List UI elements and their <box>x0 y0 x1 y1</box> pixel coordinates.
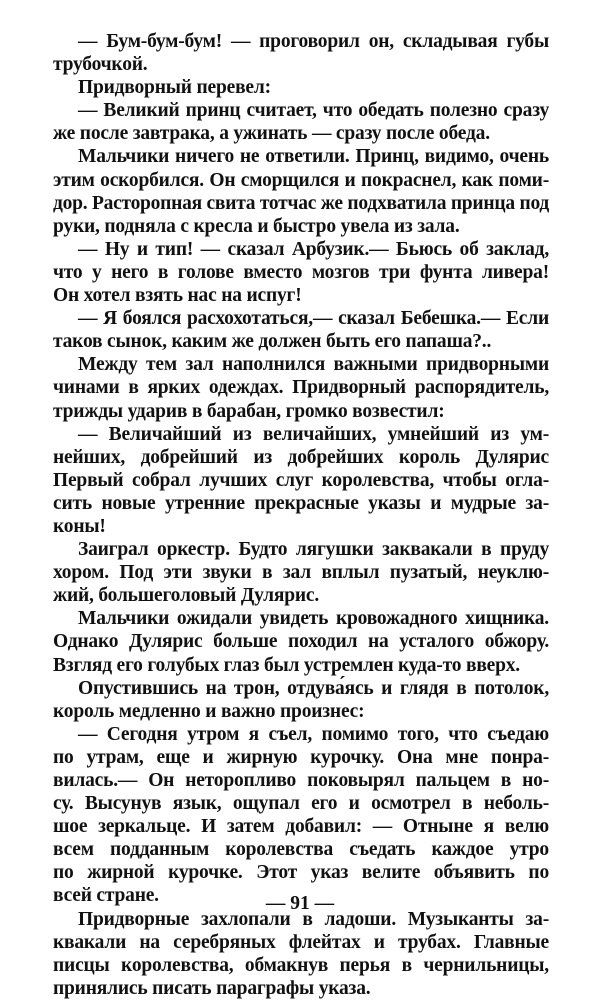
text-line: принялись писать параграфы указа. <box>53 977 371 999</box>
text-line: руки, подняла с кресла и быстро увела из зала. <box>53 215 460 237</box>
text-line: чинами в ярких одеждах. Придворный распорядитель, <box>53 377 549 399</box>
text-line: же после завтрака, а ужинать — сразу после обеда. <box>53 123 490 145</box>
text-line: — Сегодня утром я съел, помимо того, что съедаю <box>78 723 549 745</box>
text-line: су. Высунув язык, ощупал его и осмотрел в неболь- <box>53 793 549 815</box>
text-line: этим оскорбился. Он сморщился и покраснел, как поми- <box>53 169 549 191</box>
text-line: нейших, добрейший из добрейших король Дулярис <box>53 446 549 468</box>
text-line: — Бум-бум-бум! — проговорил он, складывая губы <box>78 31 549 52</box>
text-line: сить новые утренние прекрасные указы и мудрые за- <box>53 492 549 514</box>
text-line: Между тем зал наполнился важными придворными <box>78 354 549 376</box>
text-line: шое зеркальце. И затем добавил: — Отныне я велю <box>53 816 549 838</box>
text-line: трубочкой. <box>53 54 148 76</box>
page-number: — 91 — <box>265 893 335 914</box>
text-line: что у него в голове вместо мозгов три фунта ливера! <box>53 261 549 283</box>
text-line: Придворный перевел: <box>78 77 271 99</box>
text-line: всем подданным королевства съедать каждое утро <box>53 839 549 861</box>
text-line: Мальчики ожидали увидеть кровожадного хищника. <box>78 608 549 630</box>
text-line: Мальчики ничего не ответили. Принц, видимо, очень <box>78 146 549 168</box>
text-line: коны! <box>53 515 106 537</box>
text-line: король медленно и важно произнес: <box>53 700 365 722</box>
book-page-text <box>53 30 549 1000</box>
text-line: Опустившись на трон, отдува́ясь и глядя в потолок, <box>78 677 549 699</box>
text-line: Первый собрал лучших слуг королевства, чтобы огла- <box>53 469 549 491</box>
text-line: хором. Под эти звуки в зал вплыл пузатый, неуклю- <box>53 562 549 584</box>
text-line: дор. Расторопная свита тотчас же подхватила принца под <box>53 192 549 214</box>
text-line: — Великий принц считает, что обедать полезно сразу <box>78 100 549 122</box>
text-line: писцы королевства, обмакнув перья в чернильницы, <box>53 954 549 976</box>
text-line: квакали на серебряных флейтах и трубах. Главные <box>53 931 549 953</box>
text-line: Однако Дулярис больше походил на усталого обжору. <box>53 631 549 653</box>
text-line: — Я боялся расхохотаться,— сказал Бебешка.— Если <box>78 308 549 330</box>
text-line: по жирной курочке. Этот указ велите объявить по <box>53 862 549 884</box>
text-line: Он хотел взять нас на испуг! <box>53 285 302 307</box>
text-line: жий, большеголовый Дулярис. <box>53 585 320 607</box>
text-line: — Ну и тип! — сказал Арбузик.— Бьюсь об заклад, <box>78 238 549 260</box>
text-line: Заиграл оркестр. Будто лягушки заквакали в пруду <box>78 539 549 561</box>
text-line: Придворные захлопали в ладоши. Музыканты за- <box>78 908 549 930</box>
text-line: — Величайший из величайших, умнейший из ум- <box>78 423 549 445</box>
text-line: всей стране. <box>53 885 159 907</box>
text-line: таков сынок, каким же должен быть его папаша?.. <box>53 331 492 353</box>
text-line: Взгляд его голубых глаз был устремлен куда-то вверх. <box>53 654 520 676</box>
text-line: по утрам, еще и жирную курочку. Она мне понра- <box>53 746 549 768</box>
text-line: вилась.— Он неторопливо поковырял пальцем в но- <box>53 770 549 791</box>
text-line: трижды ударив в барабан, громко возвестил: <box>53 400 445 422</box>
